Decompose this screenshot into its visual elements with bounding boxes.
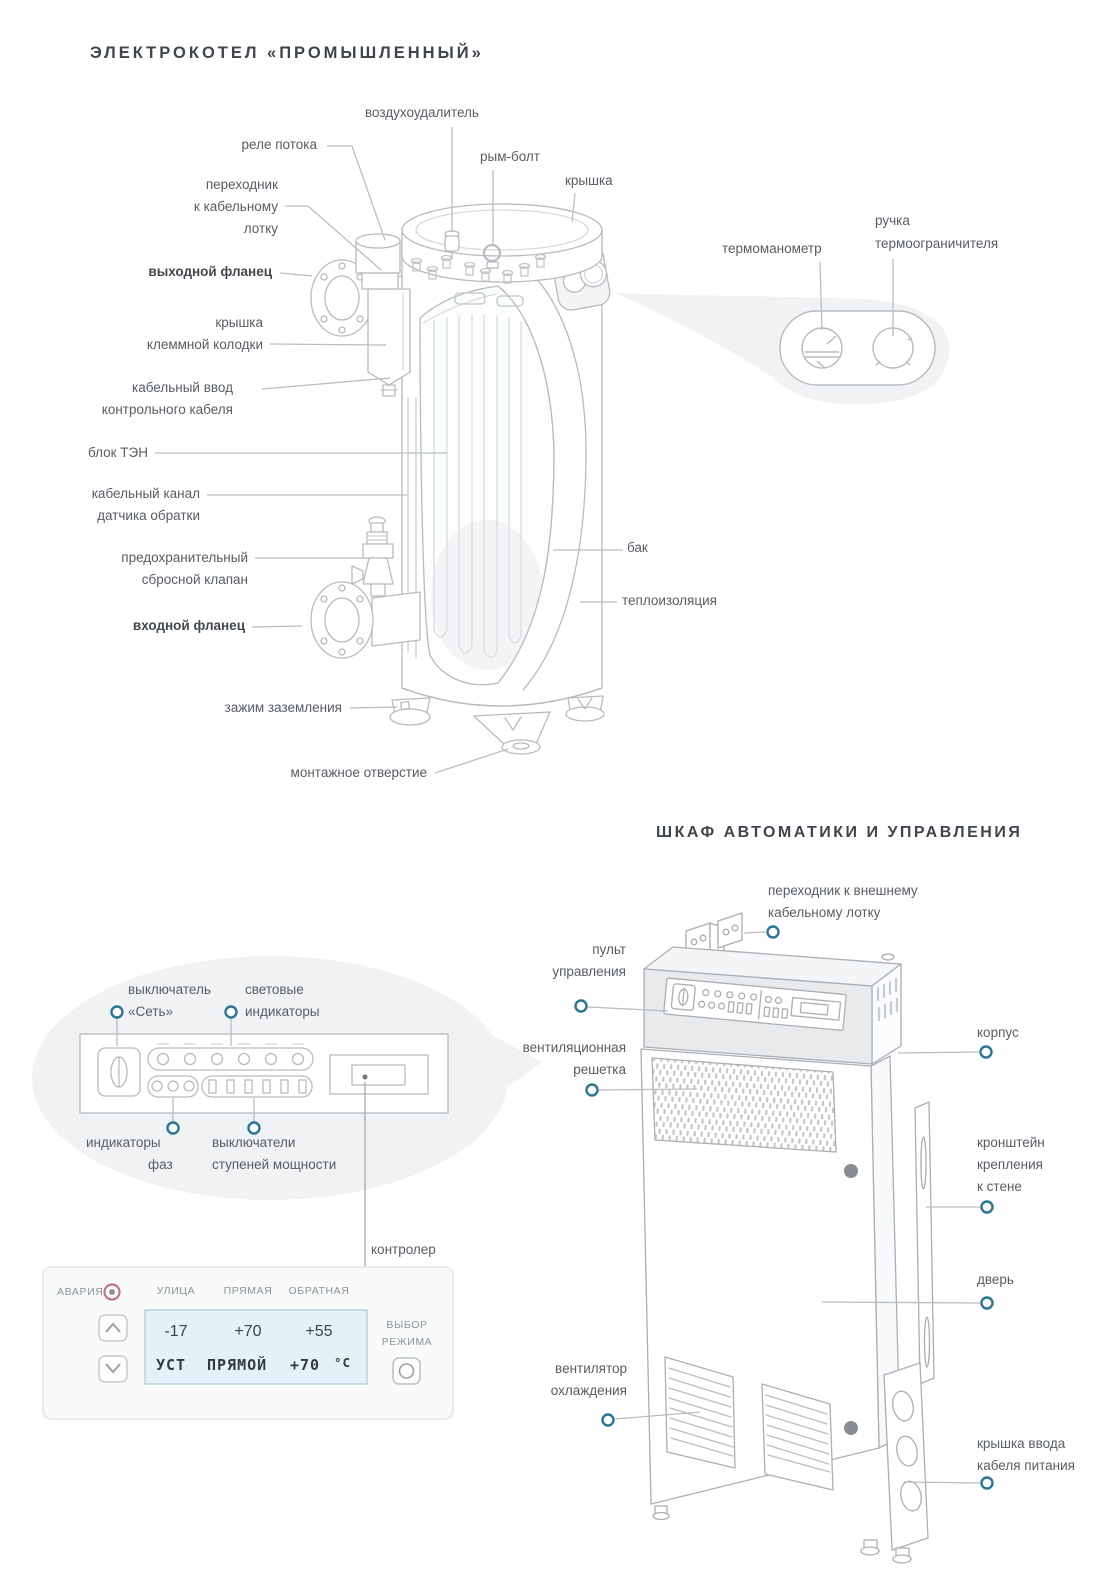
safety-valve-part — [352, 517, 393, 596]
label-fan-2: охлаждения — [550, 1383, 627, 1398]
cable-entry-cover-part — [884, 1363, 928, 1550]
hotspot-body[interactable] — [981, 1047, 992, 1058]
label-terminal-cover-1: крышка — [215, 315, 263, 330]
label-outlet-flange: выходной фланец — [148, 264, 272, 279]
label-tray-adapter-1: переходник к внешнему — [768, 883, 918, 898]
label-vent-grille-2: решетка — [573, 1062, 626, 1077]
hotspot-indicators[interactable] — [226, 1007, 237, 1018]
hotspot-phase-indicators[interactable] — [168, 1123, 179, 1134]
hotspot-fan[interactable] — [603, 1415, 614, 1426]
lcd-return-value: +55 — [305, 1323, 333, 1340]
lcd-unit: °C — [334, 1355, 352, 1370]
lcd-set-label: УСТ — [156, 1356, 187, 1374]
hotspot-control-panel[interactable] — [576, 1001, 587, 1012]
mode-button-label-1: ВЫБОР — [386, 1319, 428, 1331]
label-eye-bolt: рым-болт — [480, 149, 540, 164]
lcd-mode: ПРЯМОЙ — [207, 1356, 268, 1374]
label-heater-block: блок ТЭН — [87, 445, 148, 460]
label-mounting-hole: монтажное отверстие — [290, 765, 427, 780]
controller-col-supply: ПРЯМАЯ — [223, 1285, 273, 1297]
controller-alarm-label: АВАРИЯ — [57, 1286, 104, 1298]
label-phase-2: фаз — [148, 1157, 173, 1172]
mode-select-button[interactable] — [393, 1358, 420, 1384]
label-tank: бак — [627, 540, 648, 555]
lcd-supply-value: +70 — [234, 1323, 262, 1340]
label-door: дверь — [977, 1272, 1014, 1287]
label-power-steps-2: ступеней мощности — [212, 1157, 337, 1172]
limiter-knob-dial — [873, 328, 913, 368]
mode-button-label-2: РЕЖИМА — [381, 1336, 433, 1348]
wall-bracket-part — [915, 1102, 934, 1384]
label-safety-valve-1: предохранительный — [121, 550, 248, 565]
label-indicators-2: индикаторы — [245, 1004, 320, 1019]
label-adapter-3: лотку — [243, 221, 278, 236]
controller-col-outdoor: УЛИЦА — [156, 1285, 196, 1297]
label-fan-1: вентилятор — [555, 1361, 627, 1376]
label-lid: крышка — [565, 173, 613, 188]
label-cable-cover-1: крышка ввода — [977, 1436, 1066, 1451]
label-adapter-2: к кабельному — [193, 199, 278, 214]
label-power-switch-2: «Сеть» — [128, 1004, 174, 1019]
label-limiter-knob-1: ручка — [875, 213, 910, 228]
label-power-steps-1: выключатели — [212, 1135, 296, 1150]
label-bracket-2: крепления — [977, 1157, 1043, 1172]
cabinet-title: ШКАФ АВТОМАТИКИ И УПРАВЛЕНИЯ — [656, 824, 1023, 841]
label-indicators-1: световые — [245, 982, 304, 997]
thermomanometer-dial — [802, 328, 842, 368]
cabinet-illustration — [641, 913, 934, 1563]
up-button[interactable] — [99, 1315, 127, 1341]
label-vent-grille-1: вентиляционная — [522, 1040, 626, 1055]
label-tray-adapter-2: кабельному лотку — [768, 905, 881, 920]
label-safety-valve-2: сбросной клапан — [141, 572, 248, 587]
label-ground-clamp: зажим заземления — [224, 700, 342, 715]
hotspot-vent-grille[interactable] — [587, 1085, 598, 1096]
label-bracket-1: кронштейн — [977, 1135, 1045, 1150]
cabinet-feet — [653, 1506, 911, 1563]
cabinet-body — [641, 1049, 934, 1563]
hotspot-bracket[interactable] — [982, 1202, 993, 1213]
label-control-panel-2: управления — [552, 964, 626, 979]
hotspot-tray-adapter[interactable] — [768, 927, 779, 938]
boiler-title: ЭЛЕКТРОКОТЕЛ «ПРОМЫШЛЕННЫЙ» — [90, 44, 484, 62]
label-limiter-knob-2: термоограничителя — [875, 236, 999, 251]
lcd-set-value: +70 — [290, 1356, 321, 1374]
label-insulation: теплоизоляция — [622, 593, 717, 608]
label-bracket-3: к стене — [977, 1179, 1022, 1194]
boiler-illustration — [311, 204, 612, 754]
label-power-switch-1: выключатель — [128, 982, 211, 997]
controller-col-return: ОБРАТНАЯ — [288, 1285, 350, 1297]
label-cable-entry-2: контрольного кабеля — [101, 402, 233, 417]
label-phase-1: индикаторы — [86, 1135, 161, 1150]
cabinet-top-box — [644, 947, 901, 1064]
label-adapter-1: переходник — [205, 177, 278, 192]
label-controller: контролер — [371, 1242, 436, 1257]
ventilation-grille-part — [652, 1058, 836, 1152]
hotspot-power-switch[interactable] — [112, 1007, 123, 1018]
label-air-vent: воздухоудалитель — [365, 105, 479, 120]
lcd-outdoor-value: -17 — [164, 1323, 188, 1340]
label-cable-entry-1: кабельный ввод — [132, 380, 233, 395]
hotspot-power-steps[interactable] — [249, 1123, 260, 1134]
alarm-led-core — [109, 1289, 115, 1295]
down-button[interactable] — [99, 1356, 127, 1382]
label-control-panel-1: пульт — [592, 942, 626, 957]
label-inlet-flange: входной фланец — [132, 618, 245, 633]
label-flow-relay: реле потока — [241, 137, 317, 152]
label-cable-cover-2: кабеля питания — [977, 1458, 1075, 1473]
label-terminal-cover-2: клеммной колодки — [146, 337, 263, 352]
hotspot-door[interactable] — [982, 1298, 993, 1309]
hotspot-cable-cover[interactable] — [982, 1478, 993, 1489]
label-cable-channel-2: датчика обратки — [97, 508, 200, 523]
thermo-callout — [615, 293, 949, 404]
label-body: корпус — [977, 1025, 1019, 1040]
label-cable-channel-1: кабельный канал — [91, 486, 200, 501]
label-thermomanometer: термоманометр — [722, 241, 822, 256]
